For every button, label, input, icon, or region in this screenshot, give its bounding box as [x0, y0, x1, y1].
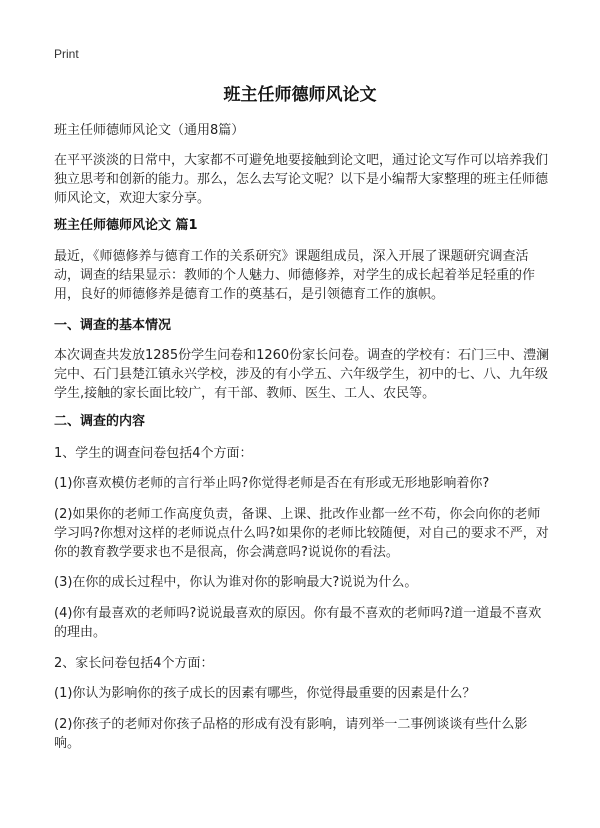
parent-question-2: (2)你孩子的老师对你孩子品格的形成有没有影响，请列举一二事例谈谈有些什么影响。	[54, 717, 528, 751]
subtitle: 班主任师德师风论文（通用8篇）	[54, 123, 245, 138]
section2-heading: 二、调查的内容	[54, 414, 146, 429]
section1-heading: 一、调查的基本情况	[54, 318, 172, 333]
parent-survey-intro: 2、家长问卷包括4个方面：	[54, 656, 214, 671]
student-question-2: (2)如果你的老师工作高度负责，备课、上课、批改作业都一丝不苟，你会向你的老师学习吗?你想对这样的老师说点什么吗?如果你的老师比较随便，对自己的要求不严，对你的教育教学要求也不是很高，你会满意吗?说说你的看法。	[54, 507, 549, 560]
student-survey-intro: 1、学生的调查问卷包括4个方面：	[54, 446, 253, 461]
print-link[interactable]: Print	[54, 47, 79, 61]
intro-paragraph: 在平平淡淡的日常中，大家都不可避免地要接触到论文吧，通过论文写作可以培养我们独立思考和创新的能力。那么，怎么去写论文呢？以下是小编帮大家整理的班主任师德师风论文，欢迎大家分享。	[54, 153, 549, 206]
student-question-3: (3)在你的成长过程中，你认为谁对你的影响最大?说说为什么。	[54, 575, 418, 590]
parent-question-1: (1)你认为影响你的孩子成长的因素有哪些，你觉得最重要的因素是什么？	[54, 686, 476, 701]
student-question-4: (4)你有最喜欢的老师吗?说说最喜欢的原因。你有最不喜欢的老师吗?道一道最不喜欢的理由。	[54, 606, 542, 640]
article-heading: 班主任师德师风论文 篇1	[54, 218, 198, 233]
page-title: 班主任师德师风论文	[223, 85, 377, 105]
section1-paragraph: 本次调查共发放1285份学生问卷和1260份家长问卷。调查的学校有：石门三中、澧澜完中、石门县楚江镇永兴学校，涉及的有小学五、六年级学生，初中的七、八、九年级学生,接触的家长面比较广，有干部、教师、医生、工人、农民等。	[54, 348, 550, 401]
article-intro-paragraph: 最近，《师德修养与德育工作的关系研究》课题组成员，深入开展了课题研究调查活动，调查的结果显示：教师的个人魅力、师德修养，对学生的成长起着举足轻重的作用，良好的师德修养是德育工作的奠基石，是引领德育工作的旗帜。	[54, 249, 536, 302]
student-question-1: (1)你喜欢模仿老师的言行举止吗?你觉得老师是否在有形或无形地影响着你?	[54, 476, 490, 491]
